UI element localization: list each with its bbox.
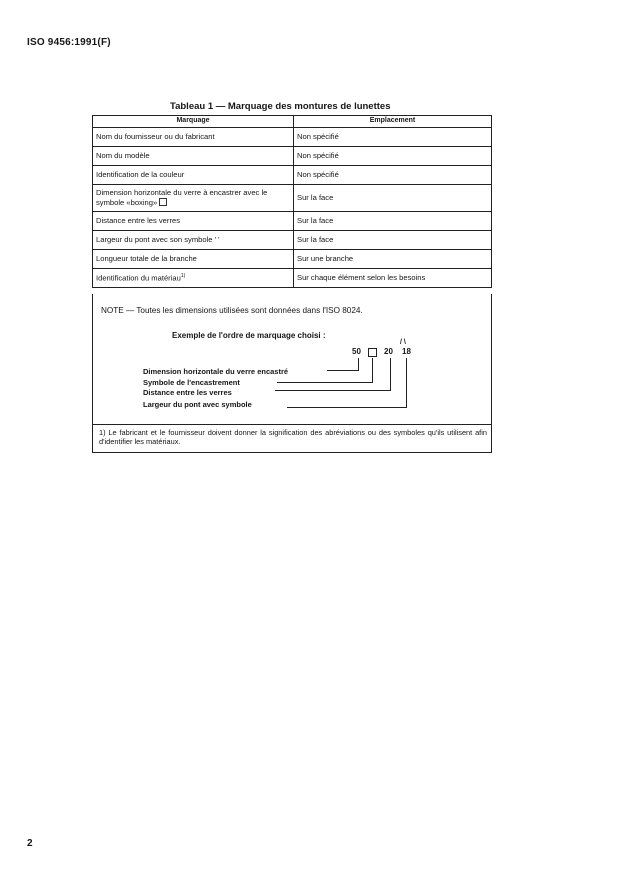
marking-cell: Nom du fournisseur ou du fabricant xyxy=(93,128,294,147)
location-cell: Sur la face xyxy=(294,185,492,212)
leader-line xyxy=(287,407,407,408)
note-section xyxy=(92,294,492,425)
marking-cell: Identification de la couleur xyxy=(93,166,294,185)
marking-cell: Largeur du pont avec son symbole ' ' xyxy=(93,231,294,250)
code-lens-size: 50 xyxy=(352,347,361,356)
marking-cell: Nom du modèle xyxy=(93,147,294,166)
document-header: ISO 9456:1991(F) xyxy=(27,37,111,48)
leader-line xyxy=(406,358,407,407)
location-cell: Sur chaque élément selon les besoins xyxy=(294,269,492,288)
bridge-symbol-icon: / \ xyxy=(400,339,406,346)
table-row xyxy=(93,250,492,269)
boxing-symbol-icon xyxy=(368,348,377,357)
label-box-symbol: Symbole de l'encastrement xyxy=(143,378,240,387)
code-bridge-distance: 20 xyxy=(384,347,393,356)
label-bridge-distance: Distance entre les verres xyxy=(143,388,232,397)
leader-line xyxy=(275,390,391,391)
location-cell: Sur la face xyxy=(294,231,492,250)
table-row xyxy=(93,128,492,147)
location-cell: Sur la face xyxy=(294,212,492,231)
leader-line xyxy=(372,358,373,382)
note-text: NOTE — Toutes les dimensions utilisées sont données dans l'ISO 8024. xyxy=(101,306,363,315)
leader-line xyxy=(358,358,359,370)
column-header: Emplacement xyxy=(294,116,492,128)
location-cell: Non spécifié xyxy=(294,147,492,166)
column-header: Marquage xyxy=(93,116,294,128)
leader-line xyxy=(277,382,373,383)
table-row xyxy=(93,185,492,212)
table-title: Tableau 1 — Marquage des montures de lunettes xyxy=(170,101,391,112)
leader-line xyxy=(327,370,359,371)
marking-cell xyxy=(93,185,294,212)
footnote-text: 1) Le fabricant et le fournisseur doivent donner la signification des abréviations ou des symboles qu'ils utilisent afin d'identifier les matériaux. xyxy=(99,428,487,446)
code-bridge-width: 18 xyxy=(402,347,411,356)
location-cell: Sur une branche xyxy=(294,250,492,269)
boxing-symbol-icon xyxy=(159,198,167,206)
label-lens-size: Dimension horizontale du verre encastré xyxy=(143,367,289,376)
table-row xyxy=(93,231,492,250)
marking-cell xyxy=(93,269,294,288)
marking-text: Dimension horizontale du verre à encastrer avec le symbole «boxing» xyxy=(96,188,268,207)
marking-text: Identification du matériau xyxy=(96,274,181,284)
leader-line xyxy=(390,358,391,390)
example-title: Exemple de l'ordre de marquage choisi : xyxy=(172,331,326,340)
table-row xyxy=(93,212,492,231)
table-row xyxy=(93,166,492,185)
marking-table xyxy=(92,115,492,288)
label-bridge-width: Largeur du pont avec symbole xyxy=(143,400,252,409)
location-cell: Non spécifié xyxy=(294,166,492,185)
marking-cell: Distance entre les verres xyxy=(93,212,294,231)
footnote-section xyxy=(92,424,492,453)
page-number: 2 xyxy=(27,838,33,849)
marking-cell: Longueur totale de la branche xyxy=(93,250,294,269)
location-cell: Non spécifié xyxy=(294,128,492,147)
table-row xyxy=(93,147,492,166)
table-header-row xyxy=(93,116,492,128)
footnote-ref: 1) xyxy=(180,273,186,280)
table-row xyxy=(93,269,492,288)
